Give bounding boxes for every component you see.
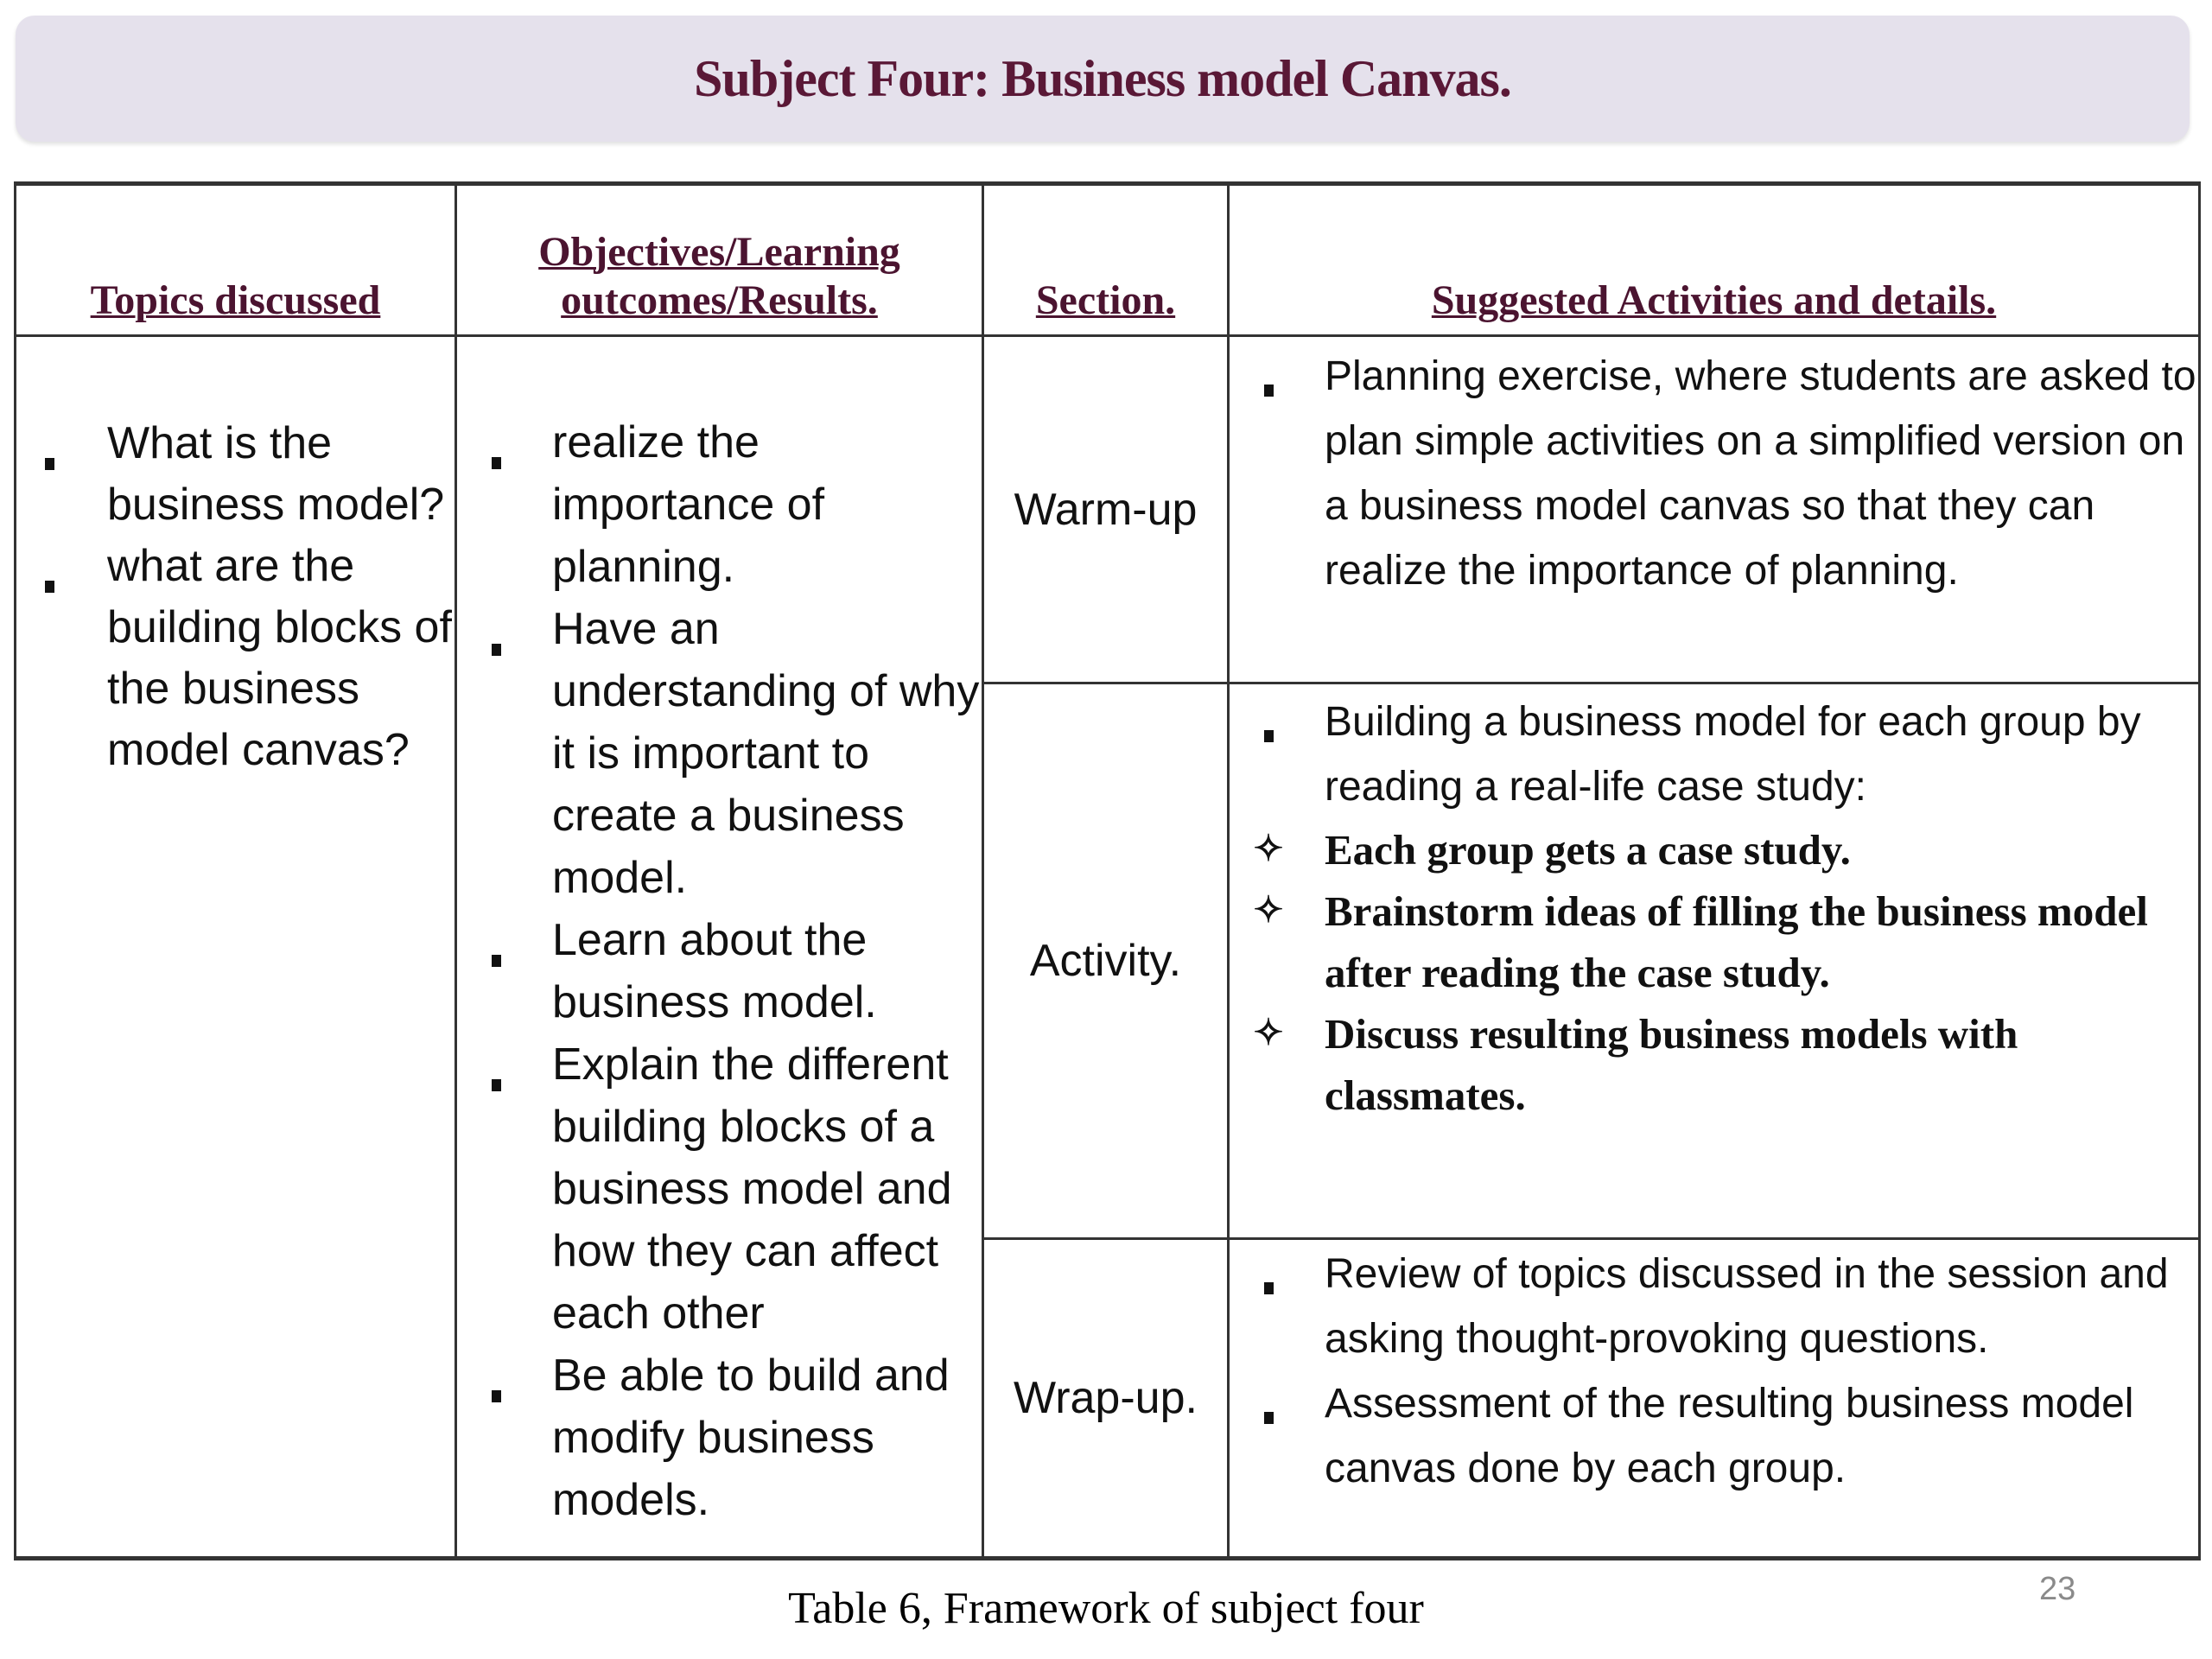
square-bullet-icon: [1251, 1371, 1286, 1436]
square-bullet-icon: [1251, 344, 1286, 409]
diamond-bullet-icon: ✧: [1253, 1014, 1284, 1053]
header-row: [16, 184, 2200, 336]
square-bullet-icon: [1251, 1242, 1286, 1306]
slide-title: Subject Four: Business model Canvas.: [694, 49, 1511, 107]
square-bullet-icon: [479, 411, 513, 474]
list-item: Building a business model for each group by reading a real-life case study:: [1230, 690, 2198, 819]
header-objectives: Objectives/Learning outcomes/Results.: [456, 184, 983, 336]
square-bullet-icon: [479, 598, 513, 660]
page-number: 23: [2039, 1571, 2076, 1607]
framework-table: [14, 181, 2201, 1560]
diamond-bullet-icon: ✧: [1253, 830, 1284, 869]
list-item: What is the business model?: [16, 413, 454, 536]
section-wrap-up: Wrap-up.: [983, 1239, 1229, 1559]
list-item: Planning exercise, where students are asked to plan simple activities on a simplified version on a business model canvas so that they can realize the importance of planning.: [1230, 344, 2198, 603]
activities-wrap-up: [1229, 1239, 2200, 1559]
list-item: ✧ Discuss resulting business models with classmates.: [1230, 1003, 2198, 1126]
topics-list: [16, 413, 454, 781]
activities-warm-up: [1229, 336, 2200, 683]
list-item: ✧ Brainstorm ideas of filling the business model after reading the case study.: [1230, 880, 2198, 1003]
row-warm-up: [16, 336, 2200, 683]
list-item: Assessment of the resulting business model canvas done by each group.: [1230, 1371, 2198, 1501]
diamond-bullet-icon: ✧: [1253, 891, 1284, 931]
list-item: what are the building blocks of the business model canvas?: [16, 536, 454, 781]
header-topics: Topics discussed: [16, 184, 456, 336]
list-item: realize the importance of planning.: [457, 411, 982, 598]
title-banner: [16, 16, 2190, 142]
section-activity: Activity.: [983, 683, 1229, 1239]
list-item: Learn about the business model.: [457, 909, 982, 1033]
header-section: Section.: [983, 184, 1229, 336]
objectives-list: [457, 411, 982, 1531]
list-item: Review of topics discussed in the session and asking thought-provoking questions.: [1230, 1242, 2198, 1371]
list-item: Be able to build and modify business models.: [457, 1344, 982, 1531]
list-item: Explain the different building blocks of a business model and how they can affect each other: [457, 1033, 982, 1344]
square-bullet-icon: [32, 413, 67, 474]
table-caption: Table 6, Framework of subject four: [788, 1584, 1424, 1633]
topics-cell: [16, 336, 456, 1559]
square-bullet-icon: [479, 1033, 513, 1096]
square-bullet-icon: [479, 909, 513, 971]
square-bullet-icon: [1251, 690, 1286, 754]
objectives-cell: [456, 336, 983, 1559]
list-item: ✧ Each group gets a case study.: [1230, 819, 2198, 880]
square-bullet-icon: [479, 1344, 513, 1407]
activities-activity: [1229, 683, 2200, 1239]
list-item: Have an understanding of why it is important to create a business model.: [457, 598, 982, 909]
section-warm-up: Warm-up: [983, 336, 1229, 683]
square-bullet-icon: [32, 536, 67, 597]
header-activities: Suggested Activities and details.: [1229, 184, 2200, 336]
